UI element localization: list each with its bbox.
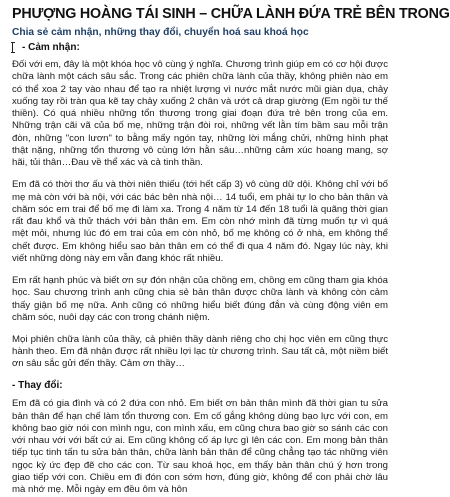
paragraph-3: Em rất hạnh phúc và biết ơn sự đón nhận của chồng em, chồng em cũng tham gia khóa học. Sau chương trình anh cũng chia sẻ bản thân được chữa lành và không còn cảm thấy giận bố mẹ nữa. Anh cũng có những hiểu biết đúng đắn và cùng động viên em chăm sóc, nuôi dạy các con trong chánh niệm.	[12, 274, 388, 323]
paragraph-5: Em đã có gia đình và có 2 đứa con nhỏ. Em biết ơn bản thân mình đã thời gian tu sửa bản thân để hạn chế làm tổn thương con. Em cố gắng không dùng bạo lực với con, em không bao giờ nói con mình ngu, con mình xấu, em cũng chưa bao giờ so sánh các con với nhau với với bất cứ ai. Em cũng không cố áp lực gì lên các con. Em mong bản thân tiếp tục tinh tấn tu sửa bản thân, chữa lành bản thân để cũng chẳng tạo tác những viên ngọc kỳ ức đẹp đẽ cho các con. Từ sau khoá học, em thấy bản thân chú ý hơn trong giao tiếp với con. Chiều em đi đón con sớm hơn, đúng giờ, không để con phải chờ lâu mà nhớ mẹ. Mỗi ngày em đều ôm và hôn	[12, 398, 388, 496]
text-cursor-icon	[12, 42, 19, 53]
paragraph-1: Đối với em, đây là một khóa học vô cùng ý nghĩa. Chương trình giúp em có cơ hội được chữa lành một cách sâu sắc. Trong các phiên chữa lành của thầy, không phiên nào em có thể xoa 2 tay vào nhau để tạo ra nhiệt lượng vì nước mắt nước mũi giàn dụa, chảy xuống tay rồi tràn qua kẽ tay chảy xuống 2 chân và ướt cả drap giường (Em ngồi tư thế thiền). Có quá nhiều những tổn thương trong giai đoạn đứa trẻ bên trong của em. Những trận cãi vã của bố mẹ, những trận đòi roi, những vết lằn tím bầm sau mỗi trận đòn, những "con lươn" to bằng mấy ngón tay, những lời mắng chửi, những hình phạt thật nặng, những tổn thương vô cùng lớn hằn sâu…những cảm xúc hoang mang, sợ hãi, tủi thân…Đau về thể xác và cả tinh thần.	[12, 59, 388, 169]
section-heading-feelings-label: - Cảm nhận:	[22, 42, 80, 53]
document-subtitle: Chia sẻ cảm nhận, những thay đổi, chuyển hoá sau khoá học	[12, 27, 309, 38]
paragraph-2: Em đã có thời thơ ấu và thời niên thiếu (tới hết cấp 3) vô cùng dữ dội. Không chỉ với bố mẹ mà còn với bà nội, với các bác bên nhà nội… 14 tuổi, em phải tự lo cho bản thân và chăm sóc em trai để bố mẹ đi làm xa. Trong 4 năm từ 14 đến 18 tuổi là quãng thời gian rất đau khổ và thử thách với bản thân em. Em còn nhớ mình đã từng muốn tự vì quá mệt mỏi, nhưng lúc đó em trai của em còn nhỏ, bố mẹ không có ở nhà, em không thể chết được. Em không hiểu sao bản thân em có thể đi qua 4 năm đó. Ngay lúc này, khi viết những dòng này em vẫn đang khóc rất nhiều.	[12, 179, 388, 265]
section-heading-feelings	[12, 42, 388, 53]
paragraph-4: Mọi phiên chữa lành của thầy, cả phiên thầy dành riêng cho chị học viên em cũng thực hành theo. Em đã nhận được rất nhiều lợi lạc từ chương trình. Sau tất cả, một niềm biết ơn sâu sắc gửi đến thầy. Cảm ơn thầy…	[12, 333, 388, 370]
document-page	[0, 6, 450, 496]
section-heading-changes	[12, 380, 388, 391]
section-heading-changes-label: - Thay đổi:	[12, 380, 63, 392]
document-title: PHƯỢNG HOÀNG TÁI SINH – CHỮA LÀNH ĐỨA TRẺ BÊN TRONG	[12, 6, 450, 22]
